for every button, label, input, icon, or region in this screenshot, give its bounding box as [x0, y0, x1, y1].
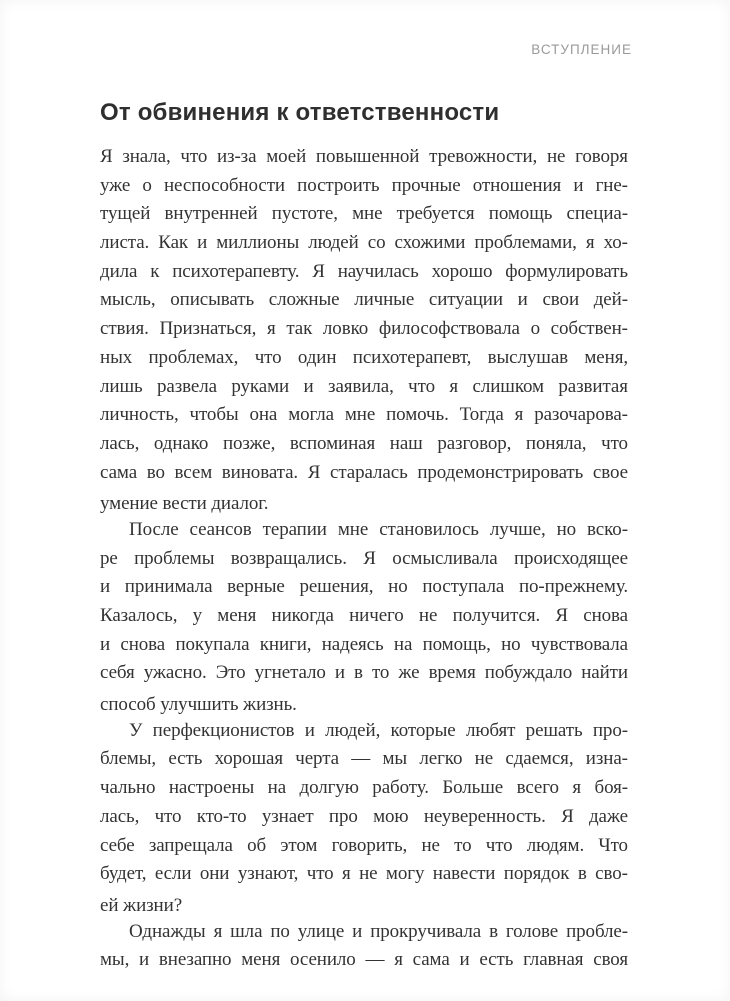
word: черта — [295, 748, 339, 770]
word: узнают, — [237, 863, 299, 885]
chapter-heading: От обвинения к ответственности — [100, 99, 500, 127]
text-line — [100, 835, 628, 864]
word: не — [474, 748, 494, 770]
word: — — [351, 748, 371, 770]
word: лась, — [100, 805, 140, 827]
word: угнетало — [254, 662, 326, 684]
word: узнает — [261, 805, 314, 827]
word: Я — [555, 605, 568, 626]
word: я — [342, 863, 351, 885]
word: собствен- — [550, 318, 628, 340]
word: один — [297, 346, 337, 368]
word: и — [517, 289, 528, 311]
word: внезапно — [158, 949, 232, 971]
word: формулировать — [505, 260, 628, 282]
word: развела — [156, 375, 217, 397]
word: я — [266, 318, 276, 340]
word: ных — [100, 346, 133, 368]
word: то — [371, 662, 390, 684]
word: людей, — [325, 719, 381, 741]
word: не — [418, 605, 438, 626]
word: продемонстрировать — [417, 461, 584, 483]
word: возвращались. — [230, 547, 347, 569]
word: говоря — [575, 146, 628, 167]
word: мы — [382, 748, 408, 770]
word: ствия. — [100, 318, 149, 340]
word: сама — [100, 461, 138, 483]
word: описывать — [170, 289, 255, 311]
word: поняла, — [525, 432, 587, 454]
word: изна- — [585, 748, 628, 770]
text-line — [100, 462, 628, 491]
word: снова — [583, 605, 628, 626]
word: миллионы — [216, 232, 300, 254]
word: Я — [100, 146, 113, 167]
text-line — [100, 921, 628, 950]
word: что — [485, 834, 513, 856]
word: личные — [354, 289, 415, 311]
word: внутренней — [164, 203, 258, 225]
word: Я — [307, 461, 321, 483]
word: слишком — [472, 375, 544, 397]
word: психотерапевт, — [352, 346, 472, 368]
text-line: способ улучшить жизнь. — [100, 694, 297, 716]
word: на — [393, 633, 413, 655]
word: я — [572, 777, 582, 799]
word: об — [247, 834, 267, 856]
word: мне — [337, 518, 369, 540]
word: у — [192, 605, 203, 626]
word: тревожности, — [429, 146, 538, 167]
word: меня — [217, 605, 257, 626]
text-line — [100, 433, 628, 462]
word: настроены — [168, 777, 255, 799]
text-line — [100, 289, 628, 318]
word: в — [489, 920, 498, 942]
word: проблемами, — [474, 232, 577, 254]
word: чувствовала — [530, 633, 628, 655]
word: я — [449, 375, 459, 397]
word: наш — [389, 432, 423, 454]
word: пробле- — [566, 920, 628, 942]
word: я — [394, 949, 403, 971]
word: неспособности — [163, 174, 285, 196]
word: лишь — [100, 375, 143, 397]
word: заявила, — [328, 375, 394, 397]
word: Больше — [442, 777, 504, 799]
word: людям. — [526, 834, 585, 856]
word: будет, — [100, 863, 147, 885]
word: во — [146, 461, 165, 483]
word: решения, — [299, 576, 374, 598]
word: о — [142, 174, 152, 196]
word: дила — [100, 260, 138, 282]
word: людей — [308, 232, 359, 254]
word: специа- — [566, 203, 628, 225]
word: и — [304, 719, 315, 741]
word: требуется — [396, 203, 475, 225]
word: долгую — [299, 777, 359, 799]
word: найти — [581, 662, 628, 684]
word: к — [150, 260, 160, 282]
word: на — [267, 777, 287, 799]
word: в — [354, 662, 363, 684]
text-line — [100, 777, 628, 806]
word: выслушав — [487, 346, 569, 368]
word: мы, — [100, 949, 130, 971]
word: сво- — [595, 863, 628, 885]
word: Я — [561, 805, 574, 827]
word: Что — [598, 834, 628, 856]
word: психотерапевту. — [172, 260, 300, 282]
word: мне — [352, 203, 383, 225]
text-line — [100, 203, 628, 232]
word: блемы, — [100, 748, 157, 770]
word: — — [365, 949, 385, 971]
word: всем — [174, 461, 213, 483]
word: мне — [344, 404, 376, 426]
word: улице — [297, 920, 345, 942]
word: и — [100, 576, 111, 598]
word: ужасно. — [143, 662, 207, 684]
word: себя — [100, 662, 135, 684]
word: решать — [525, 719, 583, 741]
word: главная — [523, 949, 584, 971]
word: разговор, — [437, 432, 512, 454]
word: позже, — [222, 432, 276, 454]
word: всего — [516, 777, 559, 799]
word: хо- — [603, 232, 628, 254]
word: прочные — [391, 174, 461, 196]
word: помощь, — [422, 633, 491, 655]
word: старалась — [330, 461, 408, 483]
word: надеясь — [321, 633, 384, 655]
word: руками — [231, 375, 290, 397]
word: то — [454, 834, 472, 856]
word: и — [573, 174, 584, 196]
text-line — [100, 634, 628, 663]
word: сложные — [268, 289, 340, 311]
word: любят — [465, 719, 516, 741]
word: со — [367, 232, 386, 254]
word: же — [398, 662, 420, 684]
word: чтобы — [189, 404, 239, 426]
text-line — [100, 548, 628, 577]
word: про — [328, 805, 358, 827]
word: из-за — [216, 146, 257, 167]
word: покупала — [175, 633, 250, 655]
word: и — [139, 949, 150, 971]
content — [100, 146, 628, 978]
word: знала, — [122, 146, 171, 167]
text-line — [100, 806, 628, 835]
word: моей — [266, 146, 307, 167]
text-line — [100, 949, 628, 978]
text-line — [100, 605, 628, 634]
word: себе — [100, 834, 135, 856]
word: этом — [280, 834, 318, 856]
word: что — [180, 146, 208, 167]
text-line — [100, 347, 628, 376]
word: однако — [153, 432, 209, 454]
word: осенило — [290, 949, 356, 971]
word: получится. — [452, 605, 541, 626]
word: свои — [542, 289, 580, 311]
word: философствовала — [378, 318, 520, 340]
word: по — [270, 920, 290, 942]
word: хорошая — [214, 748, 283, 770]
word: мысль, — [100, 289, 156, 311]
word: ничего — [349, 605, 404, 626]
word: есть — [479, 949, 514, 971]
word: пустоте, — [271, 203, 338, 225]
word: я — [585, 232, 595, 254]
word: развитая — [558, 375, 628, 397]
word: о — [530, 318, 540, 340]
word: они — [199, 863, 230, 885]
word: прокручивала — [370, 920, 482, 942]
word: сеансов — [189, 518, 252, 540]
word: и — [197, 232, 208, 254]
word: лась, — [100, 432, 140, 454]
word: проблемы — [134, 547, 215, 569]
word: я — [213, 920, 223, 942]
word: работу. — [372, 777, 429, 799]
word: что — [601, 432, 628, 454]
word: лучше, — [489, 518, 546, 540]
word: вско- — [587, 518, 628, 540]
word: У — [129, 719, 143, 741]
word: помочь. — [386, 404, 449, 426]
word: уже — [100, 174, 131, 196]
word: меня — [241, 949, 281, 971]
word: листа. — [100, 232, 150, 254]
word: говорить, — [331, 834, 408, 856]
word: что — [154, 805, 182, 827]
word: не — [359, 863, 378, 885]
word: есть — [168, 748, 203, 770]
word: отношения — [472, 174, 562, 196]
word: научилась — [337, 260, 419, 282]
word: и — [352, 920, 363, 942]
word: в — [577, 863, 587, 885]
text-line — [100, 720, 628, 749]
word: которые — [390, 719, 456, 741]
word: но — [556, 518, 577, 540]
text-line — [100, 748, 628, 777]
word: и — [459, 949, 470, 971]
word: проблемах, — [148, 346, 239, 368]
text-line — [100, 376, 628, 405]
word: про- — [592, 719, 628, 741]
text-line — [100, 232, 628, 261]
word: терапии — [262, 518, 327, 540]
word: книги, — [259, 633, 312, 655]
word: ре — [100, 547, 118, 569]
word: тущей — [100, 203, 151, 225]
word: кто-то — [196, 805, 247, 827]
word: После — [129, 518, 179, 540]
word: происходящее — [513, 547, 628, 569]
text-line — [100, 662, 628, 691]
text-line — [100, 318, 628, 347]
word: но — [501, 633, 521, 655]
word: так — [286, 318, 313, 340]
text-line — [100, 175, 628, 204]
word: по-прежнему. — [518, 576, 628, 598]
word: перфекционистов — [152, 719, 295, 741]
word: меня, — [584, 346, 628, 368]
word: легко — [419, 748, 463, 770]
word: Однажды — [129, 920, 206, 942]
word: побуждало — [484, 662, 573, 684]
word: разочарова- — [534, 404, 628, 426]
word: никогда — [271, 605, 334, 626]
word: порядок — [503, 863, 570, 885]
running-head: ВСТУПЛЕНИЕ — [531, 42, 632, 57]
word: если — [154, 863, 192, 885]
word: повышенной — [315, 146, 420, 167]
word: дей- — [593, 289, 628, 311]
text-line — [100, 863, 628, 892]
word: Казалось, — [100, 605, 178, 626]
text-line: умение вести диалог. — [100, 493, 269, 515]
text-line — [100, 519, 628, 548]
word: своя — [593, 949, 628, 971]
word: верные — [227, 576, 285, 598]
word: свое — [592, 461, 628, 483]
word: сама — [412, 949, 450, 971]
word: личность, — [100, 404, 179, 426]
word: сдаемся, — [505, 748, 574, 770]
word: и — [334, 662, 345, 684]
word: могла — [288, 404, 334, 426]
word: неуверенность. — [423, 805, 546, 827]
word: даже — [588, 805, 628, 827]
word: снова — [120, 633, 166, 655]
word: навести — [432, 863, 496, 885]
text-line: ей жизни? — [100, 894, 183, 916]
word: запрещала — [148, 834, 233, 856]
word: она — [249, 404, 278, 426]
word: что — [408, 375, 435, 397]
text-line — [100, 404, 628, 433]
word: Я — [363, 547, 376, 569]
text-line — [100, 146, 628, 175]
word: я — [514, 404, 524, 426]
word: поступала — [422, 576, 505, 598]
word: схожими — [394, 232, 466, 254]
word: могу — [385, 863, 425, 885]
word: боя- — [594, 777, 628, 799]
word: что — [306, 863, 334, 885]
word: Как — [158, 232, 189, 254]
text-line — [100, 261, 628, 290]
word: принимала — [124, 576, 213, 598]
word: ловко — [322, 318, 369, 340]
word: голове — [505, 920, 559, 942]
word: но — [388, 576, 408, 598]
word: не — [421, 834, 440, 856]
word: вспоминая — [289, 432, 376, 454]
word: построить — [297, 174, 380, 196]
word: хорошо — [431, 260, 493, 282]
word: чально — [100, 777, 156, 799]
word: ситуации — [428, 289, 503, 311]
word: и — [303, 375, 314, 397]
word: виновата. — [221, 461, 299, 483]
word: становилось — [379, 518, 479, 540]
word: шла — [230, 920, 263, 942]
word: Это — [215, 662, 246, 684]
word: время — [428, 662, 476, 684]
word: и — [100, 633, 111, 655]
text-line — [100, 576, 628, 605]
word: осмысливала — [392, 547, 498, 569]
word: Признаться, — [159, 318, 257, 340]
word: помощь — [488, 203, 553, 225]
word: мою — [373, 805, 409, 827]
word: Я — [312, 260, 325, 282]
word: не — [546, 146, 566, 167]
word: гне- — [595, 174, 628, 196]
word: Тогда — [459, 404, 504, 426]
word: что — [254, 346, 282, 368]
